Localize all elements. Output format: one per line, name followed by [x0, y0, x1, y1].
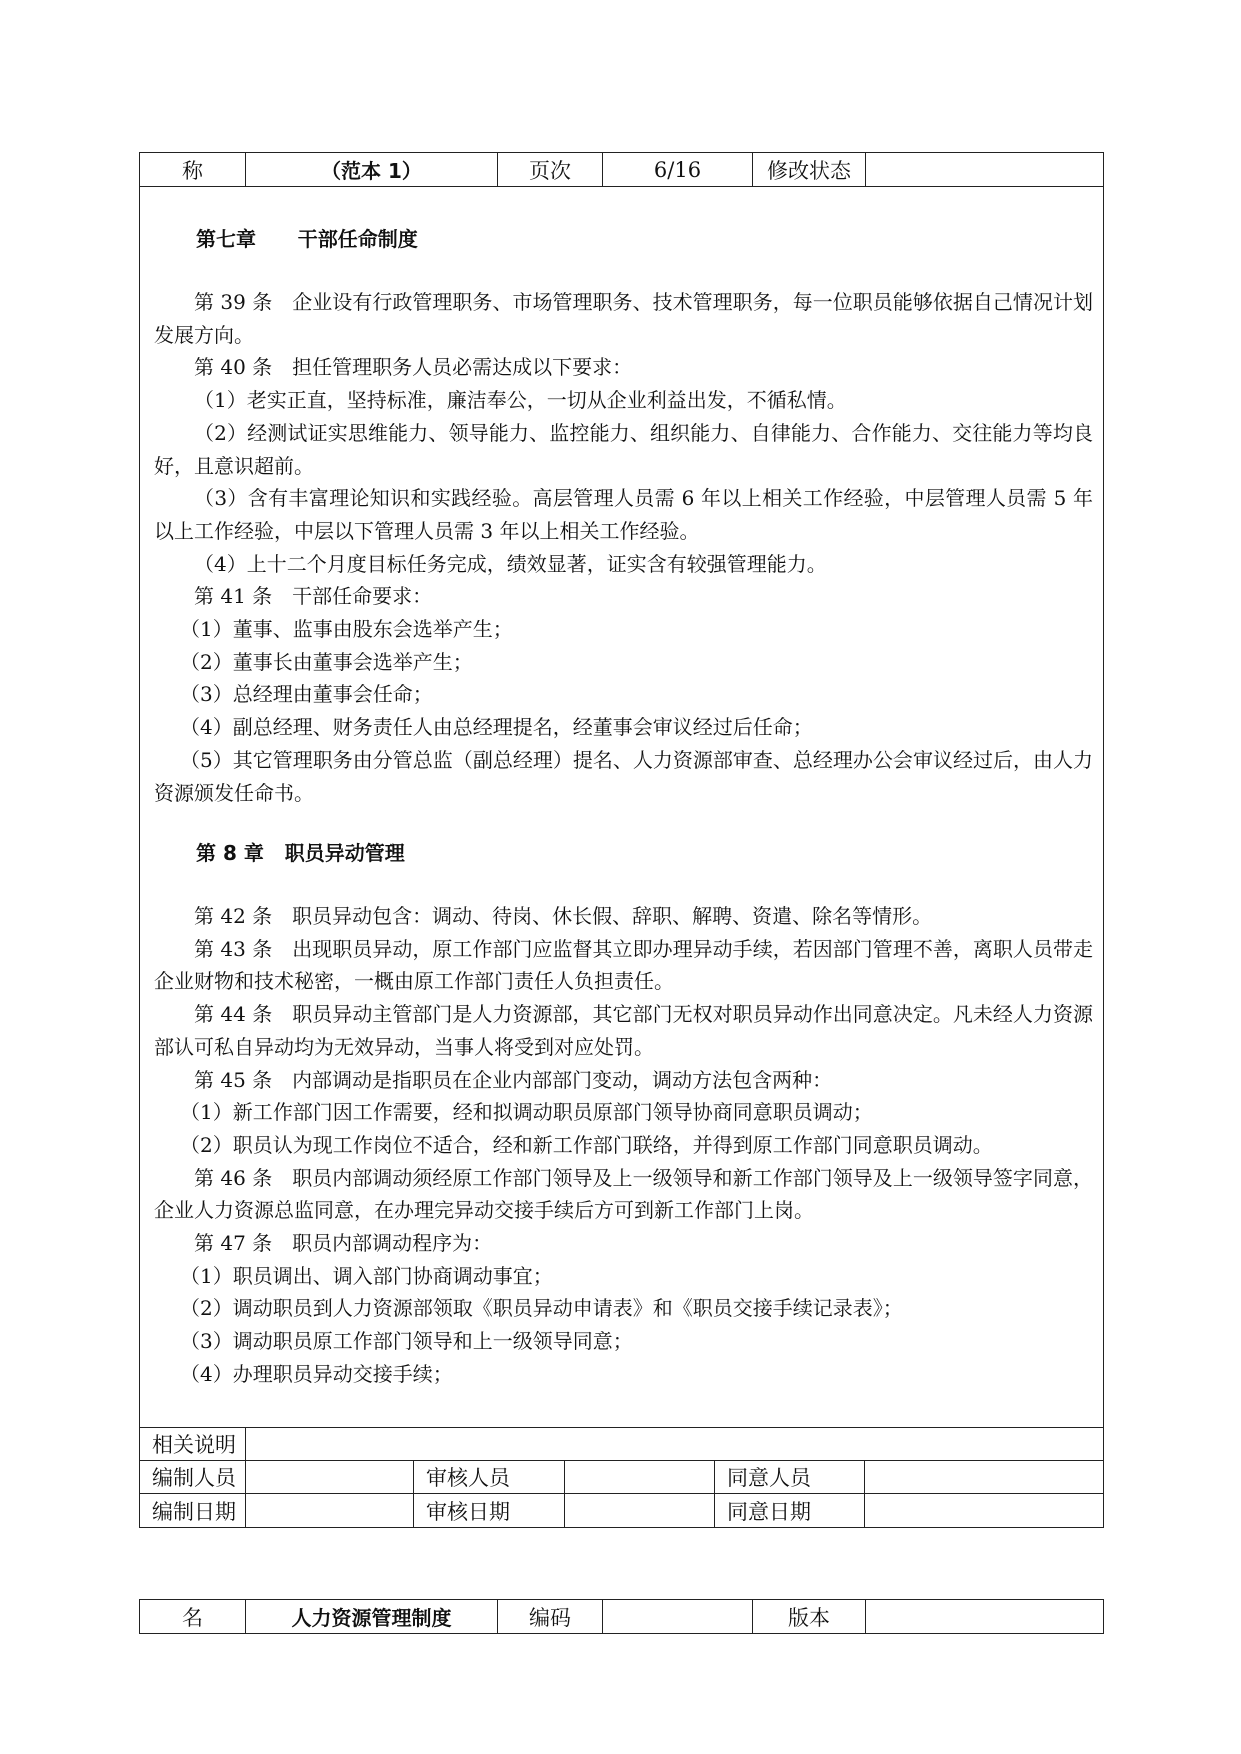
related-notes-value — [246, 1428, 1103, 1460]
approve-date-label: 同意日期 — [715, 1494, 865, 1527]
article-41-item-5: （5）其它管理职务由分管总监（副总经理）提名、人力资源部审查、总经理办公会审议经过后，由人力资源颁发任命书。 — [154, 747, 1093, 805]
document-body — [139, 185, 1104, 1427]
review-date-label: 审核日期 — [414, 1494, 565, 1527]
next-header-version-label: 版本 — [753, 1600, 866, 1633]
approver-value — [865, 1461, 1103, 1493]
article-46: 第 46 条 职员内部调动须经原工作部门领导及上一级领导和新工作部门领导及上一级领导签字同意，企业人力资源总监同意，在办理完异动交接手续后方可到新工作部门上岗。 — [154, 1165, 1093, 1223]
next-header-name: 名 — [140, 1600, 246, 1633]
article-47-item-2: （2）调动职员到人力资源部领取《职员异动申请表》和《职员交接手续记录表》； — [180, 1296, 903, 1321]
top-header-row — [140, 153, 1103, 186]
edit-date-label: 编制日期 — [140, 1494, 246, 1527]
reviewer-value — [565, 1461, 715, 1493]
chapter-8-content — [154, 900, 1093, 1391]
review-date-value — [565, 1494, 715, 1527]
chapter-7-content — [154, 286, 1093, 809]
chapter-7-number: 第七章 — [196, 227, 256, 251]
edit-date-value — [246, 1494, 414, 1527]
chapter-8-heading — [196, 837, 405, 866]
editor-value — [246, 1461, 414, 1493]
article-45-item-1: （1）新工作部门因工作需要，经和拟调动职员原部门领导协商同意职员调动； — [180, 1100, 873, 1125]
next-header-row — [140, 1600, 1103, 1633]
article-40: 第 40 条 担任管理职务人员必需达成以下要求： — [194, 355, 633, 380]
next-header-title: 人力资源管理制度 — [246, 1600, 498, 1633]
related-notes-label: 相关说明 — [140, 1428, 246, 1460]
article-42: 第 42 条 职员异动包含：调动、待岗、休长假、辞职、解聘、资遣、除名等情形。 — [194, 904, 933, 928]
footer-row-personnel — [140, 1461, 1103, 1494]
header-cell-template: （范本 1） — [246, 153, 498, 186]
approve-date-value — [865, 1494, 1103, 1527]
header-cell-page-value: 6/16 — [603, 153, 753, 186]
header-cell-page-label: 页次 — [498, 153, 603, 186]
header-cell-status-label: 修改状态 — [753, 153, 866, 186]
article-45: 第 45 条 内部调动是指职员在企业内部部门变动，调动方法包含两种： — [194, 1067, 833, 1092]
article-41: 第 41 条 干部任命要求： — [194, 584, 433, 609]
article-40-item-1: （1）老实正直，坚持标准，廉洁奉公，一切从企业利益出发，不循私情。 — [194, 388, 847, 413]
reviewer-label: 审核人员 — [414, 1461, 565, 1493]
article-41-item-1: （1）董事、监事由股东会选举产生； — [180, 617, 513, 642]
article-45-item-2: （2）职员认为现工作岗位不适合，经和新工作部门联络，并得到原工作部门同意职员调动。 — [180, 1132, 993, 1157]
next-page-header-table — [139, 1599, 1104, 1634]
article-47-item-3: （3）调动职员原工作部门领导和上一级领导同意； — [180, 1329, 633, 1354]
article-40-item-2: （2）经测试证实思维能力、领导能力、监控能力、组织能力、自律能力、合作能力、交往能力等均良好，且意识超前。 — [154, 420, 1093, 478]
footer-table — [139, 1427, 1104, 1528]
article-40-item-4: （4）上十二个月度目标任务完成，绩效显著，证实含有较强管理能力。 — [194, 551, 827, 576]
chapter-8-number: 第 8 章 — [196, 841, 264, 865]
approver-label: 同意人员 — [715, 1461, 865, 1493]
header-cell-status-value — [866, 153, 1103, 186]
next-header-version-value — [866, 1600, 1103, 1633]
article-47-item-4: （4）办理职员异动交接手续； — [180, 1361, 453, 1386]
chapter-7-title: 干部任命制度 — [297, 227, 418, 251]
article-47: 第 47 条 职员内部调动程序为： — [194, 1231, 493, 1256]
article-41-item-2: （2）董事长由董事会选举产生； — [180, 649, 473, 674]
editor-label: 编制人员 — [140, 1461, 246, 1493]
next-header-code-label: 编码 — [498, 1600, 603, 1633]
article-43: 第 43 条 出现职员异动，原工作部门应监督其立即办理异动手续，若因部门管理不善，离职人员带走企业财物和技术秘密，一概由原工作部门责任人负担责任。 — [154, 936, 1093, 994]
article-39: 第 39 条 企业设有行政管理职务、市场管理职务、技术管理职务，每一位职员能够依据自己情况计划发展方向。 — [154, 290, 1093, 347]
header-cell-name: 称 — [140, 153, 246, 186]
chapter-8-title: 职员异动管理 — [284, 841, 405, 865]
article-41-item-3: （3）总经理由董事会任命； — [180, 682, 433, 707]
footer-row-related — [140, 1428, 1103, 1461]
article-47-item-1: （1）职员调出、调入部门协商调动事宜； — [180, 1263, 553, 1288]
footer-row-dates — [140, 1494, 1103, 1527]
top-header-table — [139, 152, 1104, 187]
article-41-item-4: （4）副总经理、财务责任人由总经理提名，经董事会审议经过后任命； — [180, 715, 813, 740]
article-40-item-3: （3）含有丰富理论知识和实践经验。高层管理人员需 6 年以上相关工作经验，中层管理人员需 5 年以上工作经验，中层以下管理人员需 3 年以上相关工作经验。 — [154, 486, 1093, 543]
chapter-7-heading — [196, 223, 418, 252]
next-header-code-value — [603, 1600, 753, 1633]
article-44: 第 44 条 职员异动主管部门是人力资源部，其它部门无权对职员异动作出同意决定。凡未经人力资源部认可私自异动均为无效异动，当事人将受到对应处罚。 — [154, 1002, 1093, 1059]
